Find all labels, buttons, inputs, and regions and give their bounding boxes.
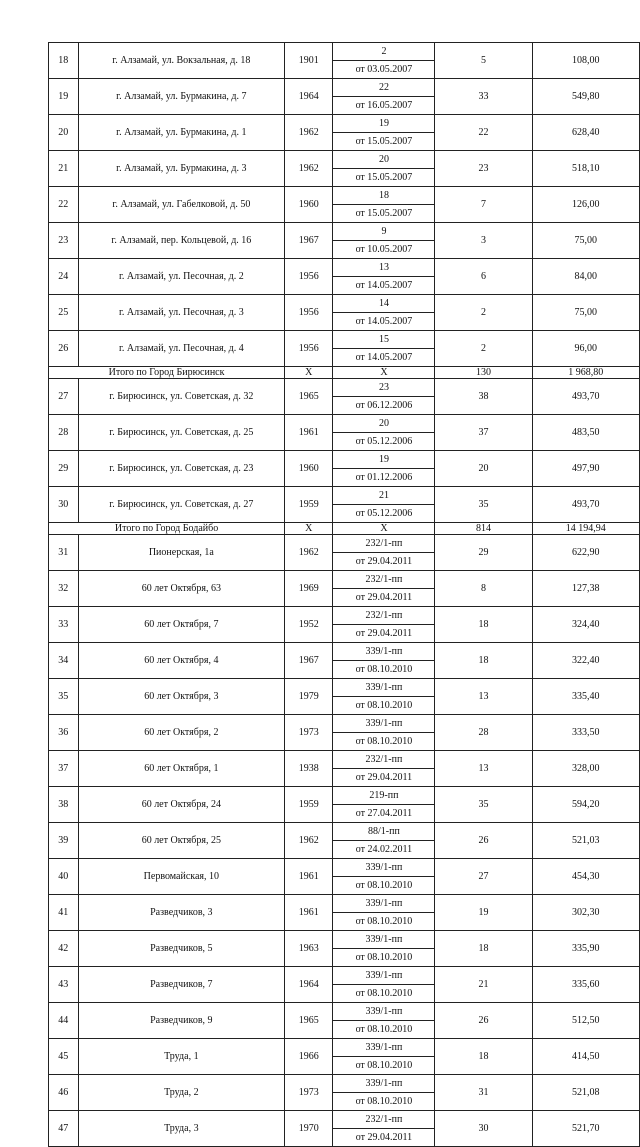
doc-date-cell: от 15.05.2007 (333, 169, 435, 187)
area-cell: 454,30 (532, 859, 639, 895)
year-cell: 1964 (285, 967, 333, 1003)
doc-number-cell: 339/1-пп (333, 859, 435, 877)
doc-date-cell: от 05.12.2006 (333, 505, 435, 523)
count-cell: 31 (435, 1075, 532, 1111)
doc-number-cell: 22 (333, 79, 435, 97)
count-cell: 18 (435, 607, 532, 643)
area-cell: 322,40 (532, 643, 639, 679)
address-cell: 60 лет Октября, 3 (78, 679, 285, 715)
doc-date-cell: от 14.05.2007 (333, 349, 435, 367)
table-row (49, 415, 640, 433)
table-row (49, 187, 640, 205)
count-cell: 7 (435, 187, 532, 223)
doc-number-cell: 339/1-пп (333, 1039, 435, 1057)
year-cell: 1963 (285, 931, 333, 967)
address-cell: Разведчиков, 5 (78, 931, 285, 967)
table-row (49, 43, 640, 61)
table-row (49, 1111, 640, 1129)
area-cell: 628,40 (532, 115, 639, 151)
doc-number-cell: 18 (333, 187, 435, 205)
table-row (49, 487, 640, 505)
row-number: 31 (49, 535, 79, 571)
year-cell: 1962 (285, 115, 333, 151)
doc-date-cell: от 29.04.2011 (333, 589, 435, 607)
row-number: 39 (49, 823, 79, 859)
row-number: 33 (49, 607, 79, 643)
year-cell: 1952 (285, 607, 333, 643)
year-cell: 1956 (285, 259, 333, 295)
address-cell: 60 лет Октября, 63 (78, 571, 285, 607)
address-cell: 60 лет Октября, 2 (78, 715, 285, 751)
table-row (49, 679, 640, 697)
address-cell: Пионерская, 1а (78, 535, 285, 571)
year-cell: 1961 (285, 859, 333, 895)
area-cell: 335,40 (532, 679, 639, 715)
table-row (49, 607, 640, 625)
address-cell: Разведчиков, 7 (78, 967, 285, 1003)
doc-date-cell: от 15.05.2007 (333, 133, 435, 151)
count-cell: 26 (435, 1003, 532, 1039)
doc-number-cell: 23 (333, 379, 435, 397)
area-cell: 594,20 (532, 787, 639, 823)
doc-number-cell: 19 (333, 115, 435, 133)
doc-number-cell: 21 (333, 487, 435, 505)
doc-number-cell: 339/1-пп (333, 679, 435, 697)
count-cell: 23 (435, 151, 532, 187)
count-cell: 18 (435, 931, 532, 967)
doc-number-cell: 232/1-пп (333, 1111, 435, 1129)
area-cell: 335,60 (532, 967, 639, 1003)
doc-date-cell: от 08.10.2010 (333, 1093, 435, 1111)
doc-date-cell: от 14.05.2007 (333, 277, 435, 295)
doc-number-cell: 2 (333, 43, 435, 61)
count-cell: 26 (435, 823, 532, 859)
address-cell: г. Алзамай, ул. Бурмакина, д. 1 (78, 115, 285, 151)
row-number: 44 (49, 1003, 79, 1039)
doc-date-cell: от 08.10.2010 (333, 913, 435, 931)
area-cell: 333,50 (532, 715, 639, 751)
doc-number-cell: 219-пп (333, 787, 435, 805)
row-number: 34 (49, 643, 79, 679)
doc-number-cell: 20 (333, 415, 435, 433)
year-cell: 1965 (285, 1003, 333, 1039)
year-cell: 1901 (285, 43, 333, 79)
year-cell: 1962 (285, 535, 333, 571)
area-cell: 127,38 (532, 571, 639, 607)
area-cell: 126,00 (532, 187, 639, 223)
table-row (49, 715, 640, 733)
year-cell: 1961 (285, 895, 333, 931)
table-row (49, 931, 640, 949)
year-cell: 1962 (285, 151, 333, 187)
table-row (49, 895, 640, 913)
count-cell: 35 (435, 787, 532, 823)
year-cell: 1979 (285, 679, 333, 715)
year-cell: 1938 (285, 751, 333, 787)
area-cell: 14 194,94 (532, 523, 639, 535)
address-cell: 60 лет Октября, 25 (78, 823, 285, 859)
row-number: 24 (49, 259, 79, 295)
area-cell: 75,00 (532, 295, 639, 331)
doc-number-cell: 13 (333, 259, 435, 277)
doc-date-cell: от 08.10.2010 (333, 1021, 435, 1039)
address-cell: г. Алзамай, пер. Кольцевой, д. 16 (78, 223, 285, 259)
address-cell: 60 лет Октября, 1 (78, 751, 285, 787)
table-row (49, 115, 640, 133)
row-number: 43 (49, 967, 79, 1003)
count-cell: 29 (435, 535, 532, 571)
doc-date-cell: от 01.12.2006 (333, 469, 435, 487)
table-row (49, 1003, 640, 1021)
count-cell: 130 (435, 367, 532, 379)
doc-date-cell: от 24.02.2011 (333, 841, 435, 859)
row-number: 28 (49, 415, 79, 451)
count-cell: 35 (435, 487, 532, 523)
year-cell: X (285, 523, 333, 535)
doc-date-cell: от 08.10.2010 (333, 985, 435, 1003)
row-number: 23 (49, 223, 79, 259)
address-cell: Разведчиков, 3 (78, 895, 285, 931)
address-cell: г. Бирюсинск, ул. Советская, д. 23 (78, 451, 285, 487)
area-cell: 414,50 (532, 1039, 639, 1075)
area-cell: 328,00 (532, 751, 639, 787)
housing-register-table (48, 42, 640, 1147)
table-row (49, 751, 640, 769)
row-number: 45 (49, 1039, 79, 1075)
address-cell: Первомайская, 10 (78, 859, 285, 895)
row-number: 36 (49, 715, 79, 751)
doc-date-cell: от 06.12.2006 (333, 397, 435, 415)
count-cell: 22 (435, 115, 532, 151)
table-row (49, 787, 640, 805)
area-cell: 302,30 (532, 895, 639, 931)
count-cell: 13 (435, 679, 532, 715)
table-row (49, 151, 640, 169)
row-number: 42 (49, 931, 79, 967)
count-cell: 19 (435, 895, 532, 931)
count-cell: 2 (435, 331, 532, 367)
year-cell: 1961 (285, 415, 333, 451)
address-cell: г. Бирюсинск, ул. Советская, д. 32 (78, 379, 285, 415)
doc-number-cell: 339/1-пп (333, 895, 435, 913)
count-cell: 2 (435, 295, 532, 331)
count-cell: 6 (435, 259, 532, 295)
year-cell: 1959 (285, 787, 333, 823)
table-row (49, 1039, 640, 1057)
table-row (49, 451, 640, 469)
address-cell: г. Алзамай, ул. Вокзальная, д. 18 (78, 43, 285, 79)
table-row (49, 79, 640, 97)
area-cell: 84,00 (532, 259, 639, 295)
doc-number-cell: 339/1-пп (333, 1075, 435, 1093)
year-cell: 1956 (285, 295, 333, 331)
year-cell: 1959 (285, 487, 333, 523)
row-number: 21 (49, 151, 79, 187)
doc-number-cell: 339/1-пп (333, 931, 435, 949)
doc-number-cell: 339/1-пп (333, 643, 435, 661)
table-body (49, 43, 640, 1147)
table-row (49, 535, 640, 553)
doc-date-cell: от 08.10.2010 (333, 877, 435, 895)
area-cell: 108,00 (532, 43, 639, 79)
row-number: 25 (49, 295, 79, 331)
count-cell: 20 (435, 451, 532, 487)
area-cell: 493,70 (532, 487, 639, 523)
count-cell: 18 (435, 1039, 532, 1075)
year-cell: 1960 (285, 451, 333, 487)
area-cell: 512,50 (532, 1003, 639, 1039)
doc-date-cell: от 08.10.2010 (333, 661, 435, 679)
address-cell: г. Бирюсинск, ул. Советская, д. 27 (78, 487, 285, 523)
table-row (49, 823, 640, 841)
doc-date-cell: от 05.12.2006 (333, 433, 435, 451)
doc-date-cell: от 29.04.2011 (333, 625, 435, 643)
year-cell: 1956 (285, 331, 333, 367)
count-cell: 18 (435, 643, 532, 679)
summary-row (49, 523, 640, 535)
year-cell: 1970 (285, 1111, 333, 1147)
doc-date-cell: от 08.10.2010 (333, 733, 435, 751)
doc-number-cell: 339/1-пп (333, 967, 435, 985)
doc-date-cell: от 08.10.2010 (333, 949, 435, 967)
address-cell: 60 лет Октября, 4 (78, 643, 285, 679)
address-cell: 60 лет Октября, 7 (78, 607, 285, 643)
address-cell: г. Алзамай, ул. Бурмакина, д. 3 (78, 151, 285, 187)
doc-date-cell: от 16.05.2007 (333, 97, 435, 115)
doc-number-cell: 19 (333, 451, 435, 469)
doc-date-cell: от 03.05.2007 (333, 61, 435, 79)
doc-date-cell: от 29.04.2011 (333, 769, 435, 787)
year-cell: 1969 (285, 571, 333, 607)
area-cell: 521,70 (532, 1111, 639, 1147)
table-row (49, 571, 640, 589)
table-row (49, 643, 640, 661)
doc-number-cell: 9 (333, 223, 435, 241)
year-cell: 1973 (285, 715, 333, 751)
row-number: 47 (49, 1111, 79, 1147)
summary-label: Итого по Город Бодайбо (49, 523, 285, 535)
doc-date-cell: от 15.05.2007 (333, 205, 435, 223)
address-cell: г. Алзамай, ул. Песочная, д. 2 (78, 259, 285, 295)
row-number: 26 (49, 331, 79, 367)
doc-cell: X (333, 367, 435, 379)
doc-number-cell: 232/1-пп (333, 535, 435, 553)
address-cell: г. Алзамай, ул. Бурмакина, д. 7 (78, 79, 285, 115)
row-number: 20 (49, 115, 79, 151)
count-cell: 27 (435, 859, 532, 895)
table-row (49, 859, 640, 877)
count-cell: 13 (435, 751, 532, 787)
area-cell: 622,90 (532, 535, 639, 571)
address-cell: Труда, 2 (78, 1075, 285, 1111)
row-number: 22 (49, 187, 79, 223)
table-row (49, 223, 640, 241)
area-cell: 493,70 (532, 379, 639, 415)
row-number: 37 (49, 751, 79, 787)
row-number: 32 (49, 571, 79, 607)
count-cell: 38 (435, 379, 532, 415)
count-cell: 3 (435, 223, 532, 259)
count-cell: 814 (435, 523, 532, 535)
doc-date-cell: от 29.04.2011 (333, 553, 435, 571)
row-number: 29 (49, 451, 79, 487)
year-cell: 1964 (285, 79, 333, 115)
year-cell: X (285, 367, 333, 379)
area-cell: 335,90 (532, 931, 639, 967)
year-cell: 1966 (285, 1039, 333, 1075)
address-cell: Труда, 3 (78, 1111, 285, 1147)
area-cell: 96,00 (532, 331, 639, 367)
doc-date-cell: от 27.04.2011 (333, 805, 435, 823)
row-number: 38 (49, 787, 79, 823)
row-number: 41 (49, 895, 79, 931)
doc-number-cell: 232/1-пп (333, 751, 435, 769)
area-cell: 497,90 (532, 451, 639, 487)
row-number: 19 (49, 79, 79, 115)
table-row (49, 1075, 640, 1093)
row-number: 40 (49, 859, 79, 895)
summary-row (49, 367, 640, 379)
count-cell: 37 (435, 415, 532, 451)
count-cell: 8 (435, 571, 532, 607)
count-cell: 21 (435, 967, 532, 1003)
year-cell: 1967 (285, 643, 333, 679)
doc-number-cell: 339/1-пп (333, 1003, 435, 1021)
area-cell: 521,08 (532, 1075, 639, 1111)
doc-date-cell: от 08.10.2010 (333, 697, 435, 715)
doc-number-cell: 232/1-пп (333, 571, 435, 589)
table-row (49, 379, 640, 397)
doc-number-cell: 15 (333, 331, 435, 349)
area-cell: 75,00 (532, 223, 639, 259)
year-cell: 1973 (285, 1075, 333, 1111)
row-number: 27 (49, 379, 79, 415)
doc-number-cell: 20 (333, 151, 435, 169)
address-cell: г. Бирюсинск, ул. Советская, д. 25 (78, 415, 285, 451)
doc-date-cell: от 10.05.2007 (333, 241, 435, 259)
doc-number-cell: 88/1-пп (333, 823, 435, 841)
count-cell: 5 (435, 43, 532, 79)
row-number: 18 (49, 43, 79, 79)
row-number: 46 (49, 1075, 79, 1111)
doc-number-cell: 14 (333, 295, 435, 313)
doc-date-cell: от 29.04.2011 (333, 1129, 435, 1147)
area-cell: 549,80 (532, 79, 639, 115)
count-cell: 28 (435, 715, 532, 751)
doc-number-cell: 232/1-пп (333, 607, 435, 625)
address-cell: г. Алзамай, ул. Габелковой, д. 50 (78, 187, 285, 223)
address-cell: 60 лет Октября, 24 (78, 787, 285, 823)
year-cell: 1965 (285, 379, 333, 415)
area-cell: 1 968,80 (532, 367, 639, 379)
area-cell: 518,10 (532, 151, 639, 187)
address-cell: г. Алзамай, ул. Песочная, д. 4 (78, 331, 285, 367)
doc-cell: X (333, 523, 435, 535)
address-cell: Разведчиков, 9 (78, 1003, 285, 1039)
doc-number-cell: 339/1-пп (333, 715, 435, 733)
year-cell: 1960 (285, 187, 333, 223)
table-row (49, 259, 640, 277)
year-cell: 1962 (285, 823, 333, 859)
doc-date-cell: от 14.05.2007 (333, 313, 435, 331)
area-cell: 324,40 (532, 607, 639, 643)
year-cell: 1967 (285, 223, 333, 259)
count-cell: 30 (435, 1111, 532, 1147)
table-row (49, 967, 640, 985)
area-cell: 521,03 (532, 823, 639, 859)
row-number: 30 (49, 487, 79, 523)
address-cell: Труда, 1 (78, 1039, 285, 1075)
table-row (49, 295, 640, 313)
address-cell: г. Алзамай, ул. Песочная, д. 3 (78, 295, 285, 331)
area-cell: 483,50 (532, 415, 639, 451)
count-cell: 33 (435, 79, 532, 115)
doc-date-cell: от 08.10.2010 (333, 1057, 435, 1075)
summary-label: Итого по Город Бирюсинск (49, 367, 285, 379)
table-row (49, 331, 640, 349)
row-number: 35 (49, 679, 79, 715)
